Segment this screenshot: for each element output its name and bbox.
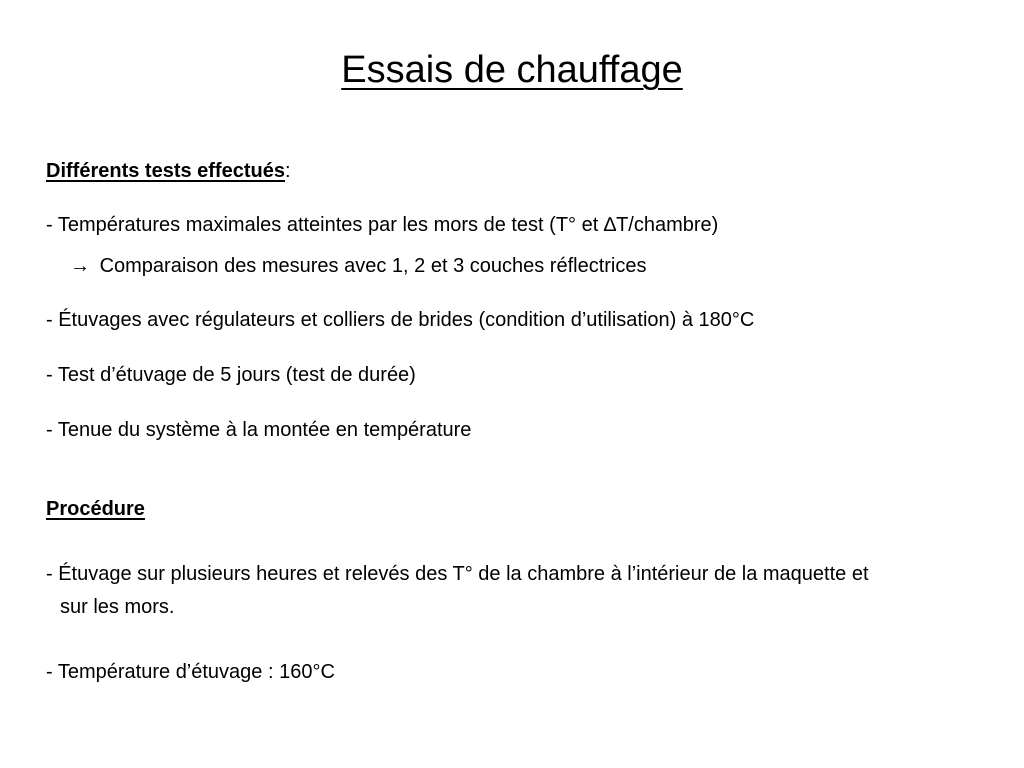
test-item-temperature-rise: - Tenue du système à la montée en température <box>46 419 472 441</box>
tests-heading-colon: : <box>284 160 291 182</box>
procedure-heading-line <box>46 496 145 522</box>
procedure-item-etuvage-line1: - Étuvage sur plusieurs heures et relevés des T° de la chambre à l’intérieur de la maquette et <box>46 563 869 585</box>
right-arrow-icon: → <box>70 255 90 277</box>
tests-heading: Différents tests effectués <box>46 160 285 182</box>
slide-title: Essais de chauffage <box>341 49 683 91</box>
test-item-5-days: - Test d’étuvage de 5 jours (test de durée) <box>46 364 416 386</box>
test-subitem-comparison <box>70 253 647 279</box>
procedure-heading: Procédure <box>46 498 145 520</box>
test-subitem-comparison-text: Comparaison des mesures avec 1, 2 et 3 couches réflectrices <box>99 255 647 277</box>
procedure-item-etuvage-line2: sur les mors. <box>60 596 175 618</box>
test-item-etuvages: - Étuvages avec régulateurs et colliers de brides (condition d’utilisation) à 180°C <box>46 309 755 331</box>
test-item-max-temperatures: - Températures maximales atteintes par les mors de test (T° et ∆T/chambre) <box>46 214 719 236</box>
tests-heading-line <box>46 158 291 184</box>
procedure-item-temperature: - Température d’étuvage : 160°C <box>46 661 335 683</box>
